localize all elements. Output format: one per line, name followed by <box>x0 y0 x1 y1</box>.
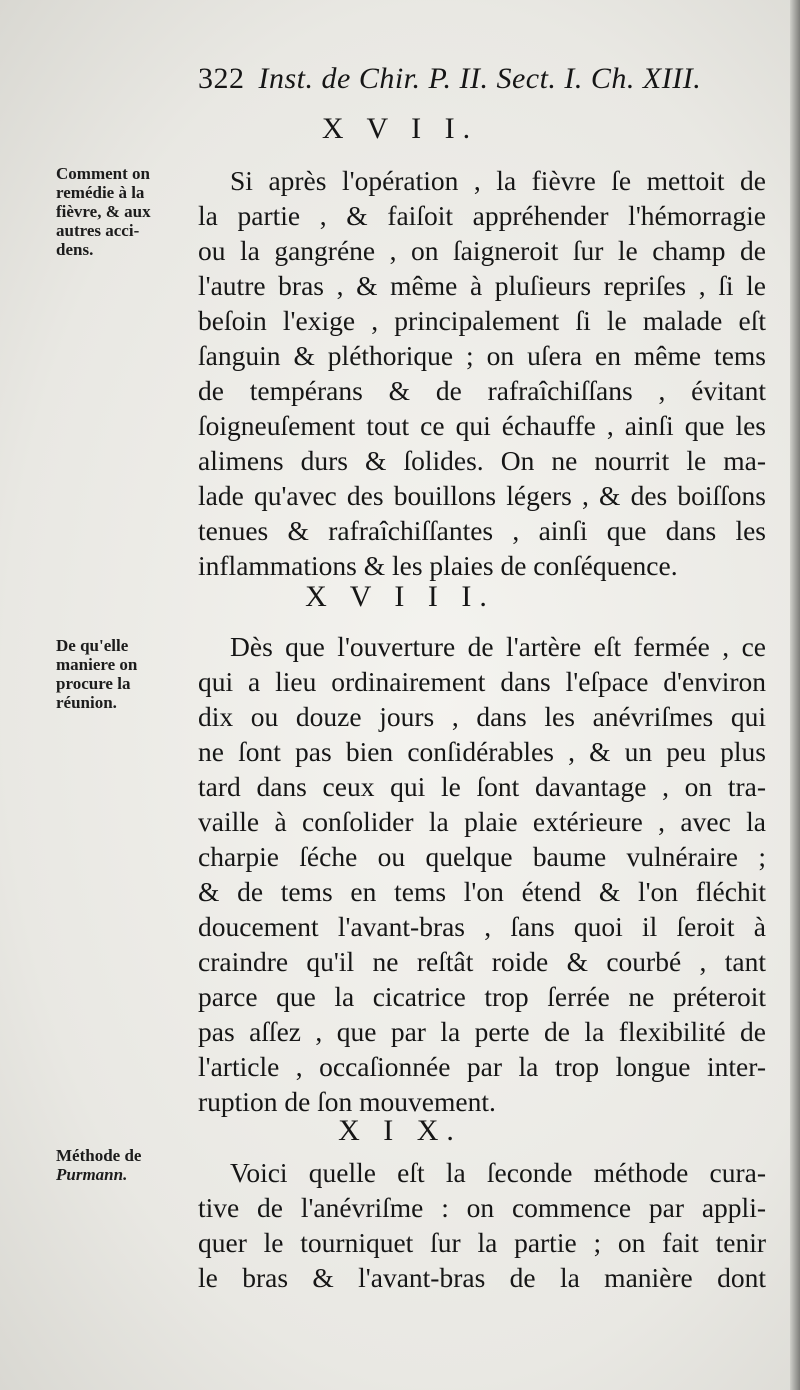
margin-note-line: fièvre, & aux <box>56 202 151 221</box>
margin-note-line: Purmann. <box>56 1165 128 1184</box>
text-line: craindre qu'il ne reſtât roide & courbé , tant <box>198 946 766 977</box>
text-line: alimens durs & ſolides. On ne nourrit le ma- <box>198 445 766 476</box>
margin-note-line: autres acci- <box>56 221 140 240</box>
text-line: charpie ſéche ou quelque baume vulnéraire ; <box>198 841 766 872</box>
text-line: doucement l'avant-bras , ſans quoi il ſeroit à <box>198 911 766 942</box>
text-line: Voici quelle eſt la ſeconde méthode cura- <box>230 1157 766 1188</box>
margin-note-line: procure la <box>56 674 131 693</box>
text-line: Dès que l'ouverture de l'artère eſt fermée , ce <box>230 631 766 662</box>
margin-note-line: De qu'elle <box>56 636 129 655</box>
section-heading-17: X V I I. <box>321 112 479 145</box>
text-line: tard dans ceux qui le ſont davantage , on tra- <box>198 771 766 802</box>
margin-note-19 <box>56 1146 196 1184</box>
text-line: Si après l'opération , la fièvre ſe mettoit de <box>230 165 766 196</box>
text-line: tive de l'anévriſme : on commence par appli- <box>198 1192 766 1223</box>
margin-note-17 <box>56 164 196 259</box>
text-line: ruption de ſon mouvement. <box>198 1086 496 1117</box>
text-line: inflammations & les plaies de conſéquence. <box>198 550 678 581</box>
running-header <box>198 62 778 102</box>
text-line: lade qu'avec des bouillons légers , & des boiſſons <box>198 480 766 511</box>
margin-note-line: Méthode de <box>56 1146 142 1165</box>
text-line: l'article , occaſionnée par la trop longue inter- <box>198 1051 766 1082</box>
text-line: ſanguin & pléthorique ; on uſera en même tems <box>198 340 766 371</box>
section-heading-19: X I X. <box>338 1114 462 1147</box>
margin-note-line: maniere on <box>56 655 138 674</box>
margin-note-line: Comment on <box>56 164 150 183</box>
text-line: ne ſont pas bien conſidérables , & un peu plus <box>198 736 766 767</box>
margin-note-line: réunion. <box>56 693 117 712</box>
section-heading-18: X V I I I. <box>305 580 495 613</box>
text-line: beſoin l'exige , principalement ſi le malade eſt <box>198 305 766 336</box>
text-line: parce que la cicatrice trop ſerrée ne préteroit <box>198 981 766 1012</box>
text-line: pas aſſez , que par la perte de la flexibilité de <box>198 1016 766 1047</box>
text-line: l'autre bras , & même à pluſieurs repriſes , ſi le <box>198 270 766 301</box>
text-line: le bras & l'avant-bras de la manière dont <box>198 1262 766 1293</box>
margin-note-line: remédie à la <box>56 183 145 202</box>
text-line: quer le tourniquet ſur la partie ; on fait tenir <box>198 1227 766 1258</box>
text-line: qui a lieu ordinairement dans l'eſpace d'environ <box>198 666 766 697</box>
text-line: & de tems en tems l'on étend & l'on fléchit <box>198 876 766 907</box>
text-line: de tempérans & de rafraîchiſſans , évitant <box>198 375 766 406</box>
text-line: dix ou douze jours , dans les anévriſmes qui <box>198 701 766 732</box>
margin-note-18 <box>56 636 196 712</box>
text-line: ou la gangréne , on ſaigneroit ſur le champ de <box>198 235 766 266</box>
running-title: Inst. de Chir. P. II. Sect. I. Ch. XIII. <box>258 62 702 95</box>
margin-note-line: dens. <box>56 240 94 259</box>
text-line: vaille à conſolider la plaie extérieure , avec la <box>198 806 766 837</box>
text-line: tenues & rafraîchiſſantes , ainſi que dans les <box>198 515 766 546</box>
text-line: la partie , & faiſoit appréhender l'hémorragie <box>198 200 766 231</box>
text-line: ſoigneuſement tout ce qui échauffe , ainſi que les <box>198 410 766 441</box>
page-edge-shadow <box>790 0 800 1390</box>
page-number: 322 <box>198 62 245 95</box>
